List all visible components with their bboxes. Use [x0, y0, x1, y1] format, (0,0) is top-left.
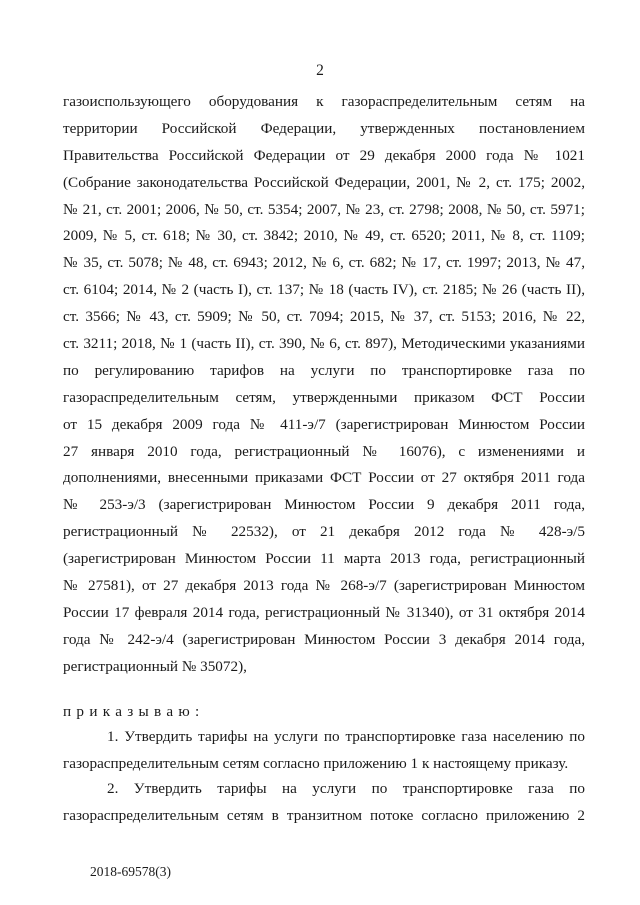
- document-code: 2018-69578(3): [90, 864, 171, 879]
- text-line: регистрационный № 35072),: [63, 657, 247, 675]
- page-number: 2: [316, 62, 324, 79]
- text-line: года № 242-э/4 (зарегистрирован Минюстом России 3 декабря 2014 года,: [63, 630, 585, 648]
- text-line: 2009, № 5, ст. 618; № 30, ст. 3842; 2010, № 49, ст. 6520; 2011, № 8, ст. 1109;: [63, 227, 585, 245]
- text-line: территории Российской Федерации, утвержденных постановлением: [63, 119, 585, 137]
- text-line: дополнениями, внесенными приказами ФСТ России от 27 октября 2011 года: [63, 469, 585, 487]
- text-line: 1. Утвердить тарифы на услуги по транспортировке газа населению по: [107, 728, 585, 745]
- text-line: 27 января 2010 года, регистрационный № 16076), с изменениями и: [63, 442, 585, 460]
- text-line: газоиспользующего оборудования к газораспределительным сетям на: [63, 93, 585, 110]
- text-line: (Собрание законодательства Российской Федерации, 2001, № 2, ст. 175; 2002,: [63, 173, 585, 191]
- body-paragraph: [63, 89, 585, 681]
- text-line: газораспределительным сетям, утвержденными приказом ФСТ России: [63, 388, 585, 406]
- order-item-1: [63, 724, 585, 778]
- text-line: № 27581), от 27 декабря 2013 года № 268-э/7 (зарегистрирован Минюстом: [63, 577, 585, 595]
- text-line: газораспределительным сетям согласно приложению 1 к настоящему приказу.: [63, 754, 569, 772]
- order-item-2: [63, 776, 585, 830]
- order-word-block: [63, 699, 585, 726]
- text-line: газораспределительным сетям в транзитном потоке согласно приложению 2: [63, 806, 585, 824]
- order-word: приказываю:: [63, 703, 205, 720]
- text-line: по регулированию тарифов на услуги по транспортировке газа по: [63, 361, 585, 379]
- text-line: (зарегистрирован Минюстом России 11 марта 2013 года, регистрационный: [63, 550, 585, 568]
- text-line: России 17 февраля 2014 года, регистрационный № 31340), от 31 октября 2014: [63, 603, 585, 621]
- text-line: регистрационный № 22532), от 21 декабря 2012 года № 428-э/5: [63, 523, 585, 541]
- text-line: 2. Утвердить тарифы на услуги по транспортировке газа по: [107, 780, 585, 797]
- text-line: ст. 3211; 2018, № 1 (часть II), ст. 390, № 6, ст. 897), Методическими указаниями: [63, 335, 585, 353]
- text-line: от 15 декабря 2009 года № 411-э/7 (зарегистрирован Минюстом России: [63, 415, 585, 433]
- text-line: № 21, ст. 2001; 2006, № 50, ст. 5354; 2007, № 23, ст. 2798; 2008, № 50, ст. 5971;: [63, 200, 585, 218]
- text-line: ст. 3566; № 43, ст. 5909; № 50, ст. 7094; 2015, № 37, ст. 5153; 2016, № 22,: [63, 308, 585, 326]
- text-line: Правительства Российской Федерации от 29 декабря 2000 года № 1021: [63, 146, 585, 164]
- text-line: № 35, ст. 5078; № 48, ст. 6943; 2012, № 6, ст. 682; № 17, ст. 1997; 2013, № 47,: [63, 254, 585, 272]
- text-line: № 253-э/3 (зарегистрирован Минюстом России 9 декабря 2011 года,: [63, 496, 585, 514]
- text-line: ст. 6104; 2014, № 2 (часть I), ст. 137; № 18 (часть IV), ст. 2185; № 26 (часть II),: [63, 281, 585, 299]
